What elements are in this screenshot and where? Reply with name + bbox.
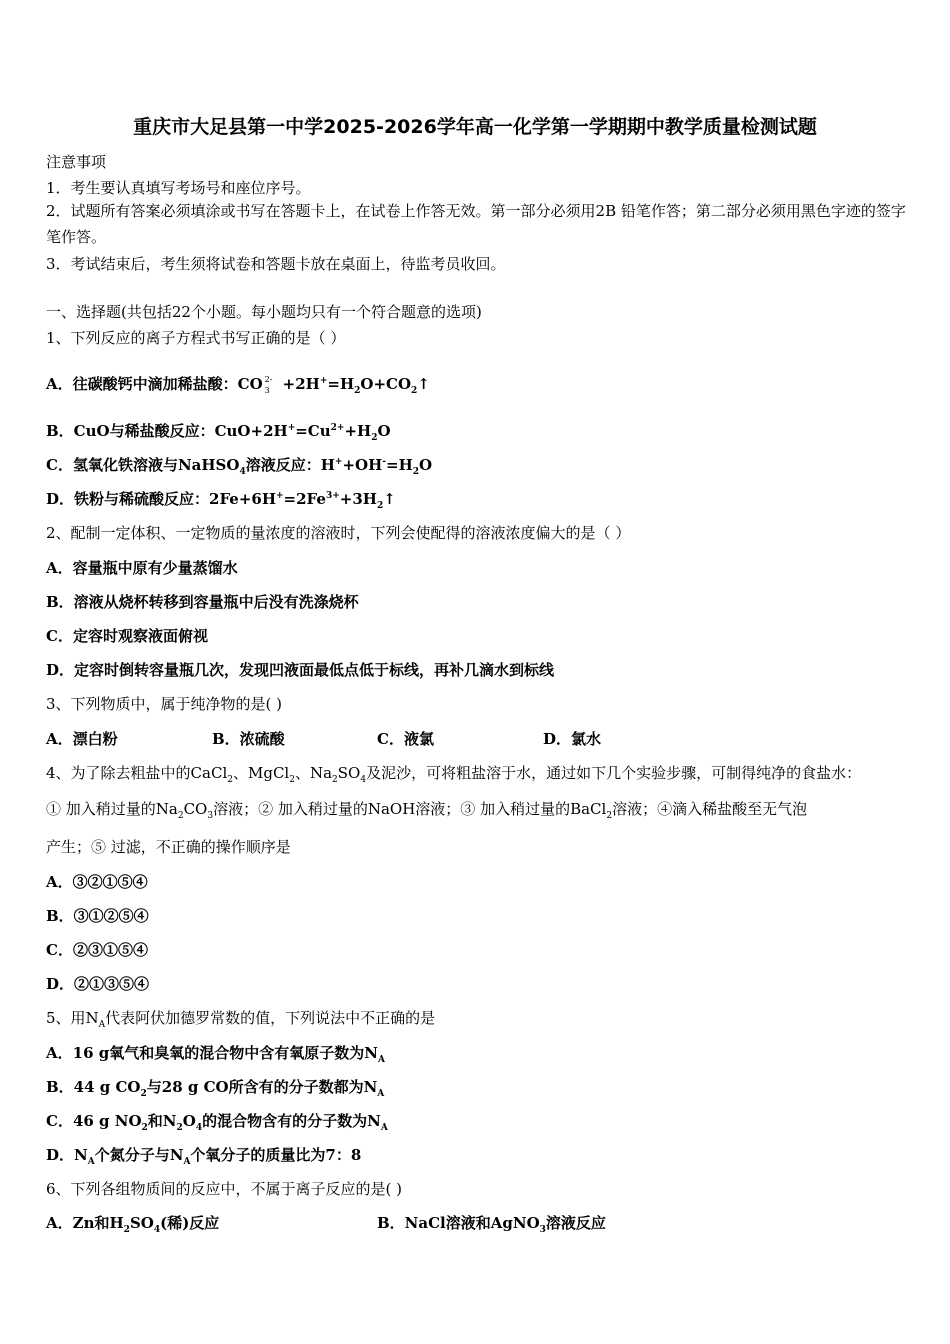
q3-option: B．浓硫酸 <box>212 730 285 748</box>
question-2-stem: 2、配制一定体积、一定物质的量浓度的溶液时，下列会使配得的溶液浓度偏大的是（ ） <box>46 524 631 542</box>
notice-item: 3．考试结束后，考生须将试卷和答题卡放在桌面上，待监考员收回。 <box>46 255 506 273</box>
section-heading: 一、选择题(共包括22个小题。每小题均只有一个符合题意的选项) <box>46 303 482 321</box>
question-3-stem: 3、下列物质中，属于纯净物的是( ) <box>46 695 283 713</box>
q5-option-b: B．44 g $CO_2$与28 g CO所含有的分子数都为$N_A$ <box>46 1078 385 1099</box>
question-1-stem: 1、下列反应的离子方程式书写正确的是（ ） <box>46 329 346 347</box>
q1-option-a: A．往碳酸钙中滴加稀盐酸：CO 2- 3 $+2H^+=H_2O+CO_2↑$ <box>46 375 430 396</box>
q4-option: A．③②①⑤④ <box>46 873 148 891</box>
q1-option-b: B．CuO与稀盐酸反应：$CuO+2H^+=Cu^{2+}+H_2O$ <box>46 422 391 443</box>
q1-option-d: D．铁粉与稀硫酸反应：$2Fe+6H^+=2Fe^{3+}+3H_2↑$ <box>46 490 396 511</box>
notice-heading: 注意事项 <box>46 153 107 171</box>
notice-item: 2．试题所有答案必须填涂或书写在答题卡上，在试卷上作答无效。第一部分必须用2B 铅笔作答；第二部分必须用黑色字迹的签字笔作答。 <box>46 202 906 246</box>
q4-option: B．③①②⑤④ <box>46 907 149 925</box>
question-4-steps-cont: 产生；⑤ 过滤，不正确的操作顺序是 <box>46 838 291 856</box>
q4-option: C．②③①⑤④ <box>46 941 148 959</box>
q2-option: B．溶液从烧杯转移到容量瓶中后没有洗涤烧杯 <box>46 593 359 611</box>
q2-option: A．容量瓶中原有少量蒸馏水 <box>46 559 238 577</box>
q5-option-a: A．16 g氧气和臭氧的混合物中含有氧原子数为$N_A$ <box>46 1044 385 1065</box>
q3-option: A．漂白粉 <box>46 730 118 748</box>
notice-item: 1．考生要认真填写考场号和座位序号。 <box>46 179 311 197</box>
q6-option-a: A．Zn和$H_2SO_4$(稀)反应 <box>46 1214 220 1235</box>
q2-option: C．定容时观察液面俯视 <box>46 627 208 645</box>
q5-option-d: D．$N_A$个氮分子与$N_A$个氧分子的质量比为7：8 <box>46 1146 362 1167</box>
q1-option-c: C．氢氧化铁溶液与NaHSO$_4$溶液反应：$H^++OH^-=H_2O$ <box>46 456 433 477</box>
q2-option: D．定容时倒转容量瓶几次，发现凹液面最低点低于标线，再补几滴水到标线 <box>46 661 555 679</box>
question-6-stem: 6、下列各组物质间的反应中，不属于离子反应的是( ) <box>46 1180 403 1198</box>
q3-option: C．液氯 <box>377 730 434 748</box>
q4-option: D．②①③⑤④ <box>46 975 150 993</box>
question-4-stem: 4、为了除去粗盐中的CaCl$_2$、MgCl$_2$、$Na_2SO_4$及泥沙，可将粗盐溶于水，通过如下几个实验步骤，可制得纯净的食盐水： <box>46 764 862 785</box>
page-title: 重庆市大足县第一中学2025-2026学年高一化学第一学期期中教学质量检测试题 <box>133 116 817 138</box>
q5-option-c: C．46 g $NO_2$和$N_2O_4$的混合物含有的分子数为$N_A$ <box>46 1112 388 1133</box>
question-4-steps: ① 加入稍过量的$Na_2CO_3$溶液；② 加入稍过量的NaOH溶液；③ 加入稍过量的BaCl$_2$溶液；④滴入稀盐酸至无气泡 <box>46 800 808 821</box>
q6-option-b: B．NaCl溶液和AgNO$_3$溶液反应 <box>377 1214 606 1235</box>
question-5-stem: 5、用$N_A$代表阿伏加德罗常数的值，下列说法中不正确的是 <box>46 1009 436 1030</box>
q3-option: D．氯水 <box>543 730 602 748</box>
